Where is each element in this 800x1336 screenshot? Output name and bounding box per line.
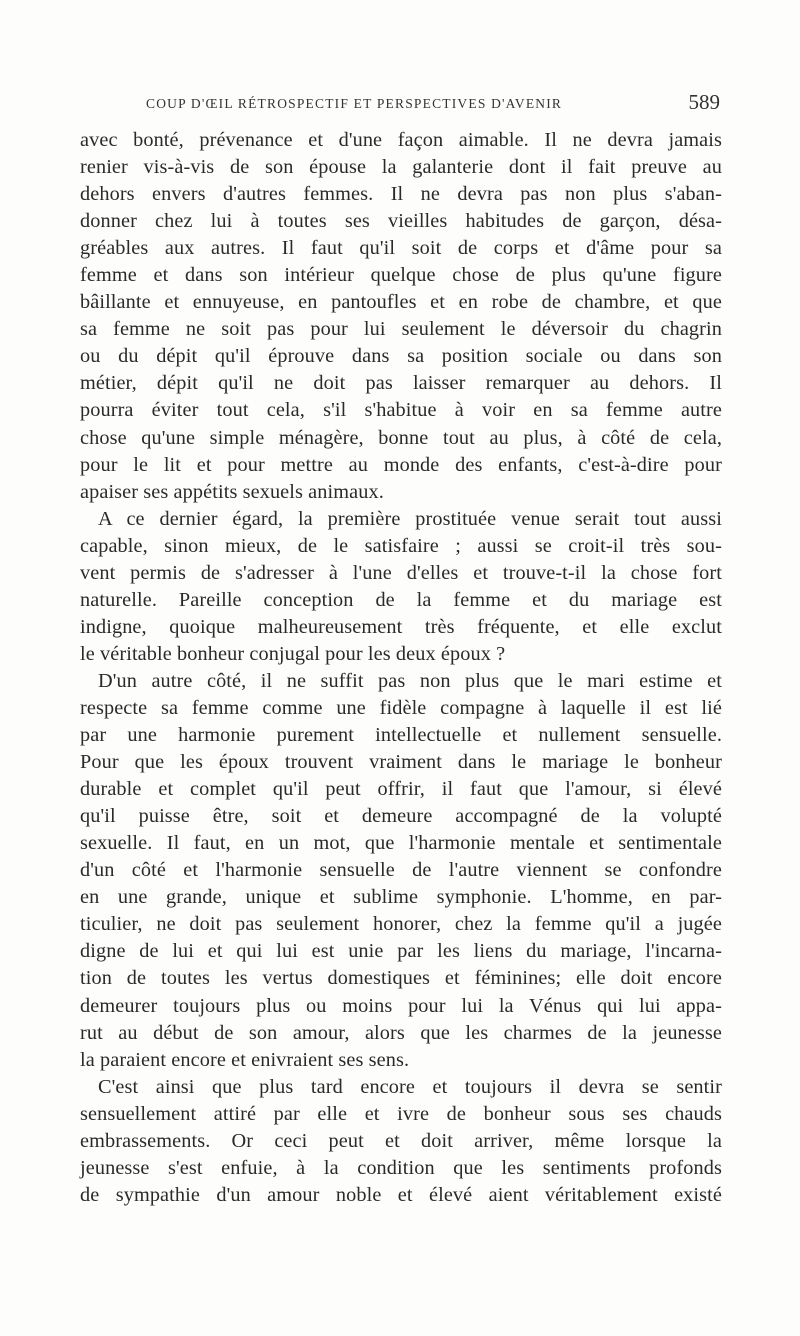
text-line: C'est ainsi que plus tard encore et toujours il devra se sentir [98, 1075, 722, 1098]
text-line: de sympathie d'un amour noble et élevé aient véritablement existé [80, 1183, 722, 1206]
text-line: naturelle. Pareille conception de la femme et du mariage est [80, 588, 722, 611]
text-line: qu'il puisse être, soit et demeure accompagné de la volupté [80, 805, 722, 828]
text-line: chose qu'une simple ménagère, bonne tout au plus, à côté de cela, [80, 426, 722, 449]
text-line: femme et dans son intérieur quelque chose de plus qu'une figure [80, 264, 722, 287]
text-line: digne de lui et qui lui est unie par les liens du mariage, l'incarna- [80, 940, 722, 963]
text-line: A ce dernier égard, la première prostituée venue serait tout aussi [98, 507, 722, 530]
text-line: indigne, quoique malheureusement très fréquente, et elle exclut [80, 615, 722, 638]
text-line: ticulier, ne doit pas seulement honorer, chez la femme qu'il a jugée [80, 913, 722, 936]
page-number: 589 [688, 90, 720, 114]
text-line: d'un côté et l'harmonie sensuelle de l'autre viennent se confondre [80, 859, 722, 882]
text-line: durable et complet qu'il peut offrir, il faut que l'amour, si élevé [80, 778, 722, 801]
text-line: le véritable bonheur conjugal pour les deux époux ? [80, 642, 506, 665]
text-line: gréables aux autres. Il faut qu'il soit de corps et d'âme pour sa [80, 237, 722, 260]
text-line: renier vis-à-vis de son épouse la galanterie dont il fait preuve au [80, 156, 722, 179]
text-line: bâillante et ennuyeuse, en pantoufles et en robe de chambre, et que [80, 291, 722, 314]
text-line: ou du dépit qu'il éprouve dans sa position sociale ou dans son [80, 345, 722, 368]
text-line: métier, dépit qu'il ne doit pas laisser remarquer au dehors. Il [80, 372, 722, 395]
text-line: rut au début de son amour, alors que les charmes de la jeunesse [80, 1021, 722, 1044]
text-line: apaiser ses appétits sexuels animaux. [80, 480, 384, 503]
text-line: Pour que les époux trouvent vraiment dans le mariage le bonheur [80, 751, 722, 774]
text-line: pour le lit et pour mettre au monde des enfants, c'est-à-dire pour [80, 453, 722, 476]
text-line: D'un autre côté, il ne suffit pas non plus que le mari estime et [98, 669, 722, 692]
text-line: tion de toutes les vertus domestiques et féminines; elle doit encore [80, 967, 722, 990]
text-line: avec bonté, prévenance et d'une façon aimable. Il ne devra jamais [80, 129, 722, 151]
text-line: jeunesse s'est enfuie, à la condition que les sentiments profonds [80, 1156, 722, 1179]
text-line: respecte sa femme comme une fidèle compagne à laquelle il est lié [80, 696, 722, 719]
text-line: dehors envers d'autres femmes. Il ne devra pas non plus s'aban- [80, 183, 722, 206]
body-text [80, 127, 722, 1209]
text-line: capable, sinon mieux, de le satisfaire ; aussi se croit-il très sou- [80, 534, 722, 557]
text-line: sensuellement attiré par elle et ivre de bonheur sous ses chauds [80, 1102, 722, 1125]
text-line: par une harmonie purement intellectuelle et nullement sensuelle. [80, 724, 722, 747]
page-header [80, 90, 720, 118]
text-line: pourra éviter tout cela, s'il s'habitue à voir en sa femme autre [80, 399, 722, 422]
text-line: sexuelle. Il faut, en un mot, que l'harmonie mentale et sentimentale [80, 832, 722, 855]
text-line: en une grande, unique et sublime symphonie. L'homme, en par- [80, 886, 722, 909]
text-line: donner chez lui à toutes ses vieilles habitudes de garçon, désa- [80, 210, 722, 233]
running-head: COUP D'ŒIL RÉTROSPECTIF ET PERSPECTIVES D'AVENIR [146, 96, 563, 111]
text-line: vent permis de s'adresser à l'une d'elles et trouve-t-il la chose fort [80, 561, 722, 584]
text-line: embrassements. Or ceci peut et doit arriver, même lorsque la [80, 1129, 722, 1152]
text-line: sa femme ne soit pas pour lui seulement le déversoir du chagrin [80, 318, 722, 341]
text-line: demeurer toujours plus ou moins pour lui la Vénus qui lui appa- [80, 994, 722, 1017]
text-line: la paraient encore et enivraient ses sens. [80, 1048, 410, 1071]
